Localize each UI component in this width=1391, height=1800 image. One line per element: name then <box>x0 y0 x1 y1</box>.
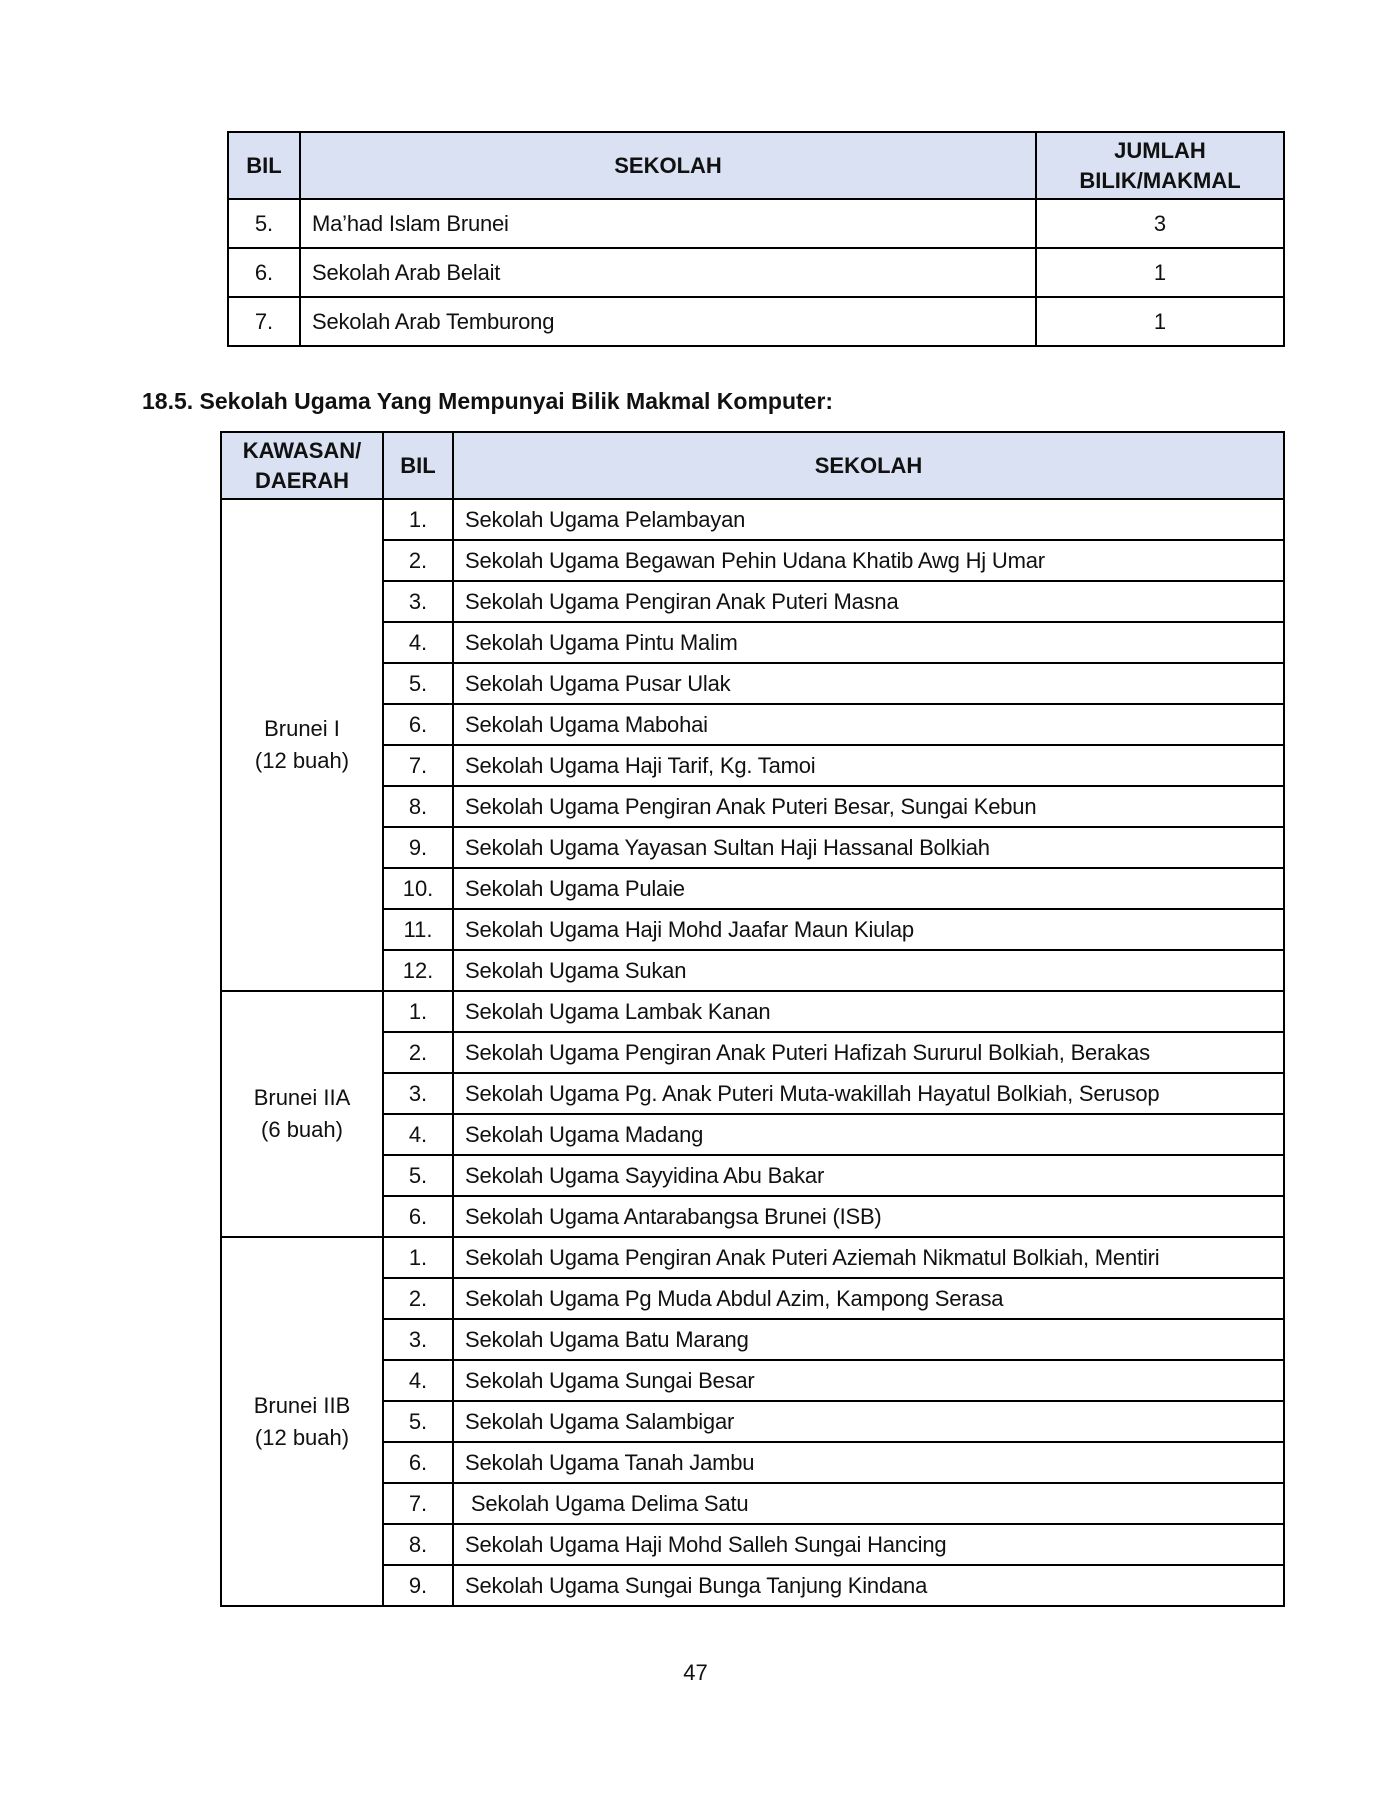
row-bil: 3. <box>383 581 453 622</box>
row-sekolah: Sekolah Ugama Pengiran Anak Puteri Aziemah Nikmatul Bolkiah, Mentiri <box>453 1237 1284 1278</box>
row-sekolah: Sekolah Ugama Mabohai <box>453 704 1284 745</box>
header-kawasan <box>221 432 383 499</box>
region-cell <box>221 1237 383 1606</box>
row-bil: 7. <box>228 297 300 346</box>
row-jumlah: 3 <box>1036 199 1284 248</box>
row-bil: 9. <box>383 1565 453 1606</box>
row-bil: 1. <box>383 499 453 540</box>
table-row <box>221 991 1284 1032</box>
row-sekolah: Sekolah Ugama Delima Satu <box>453 1483 1284 1524</box>
section-heading: 18.5. Sekolah Ugama Yang Mempunyai Bilik Makmal Komputer: <box>142 388 834 414</box>
row-bil: 6. <box>383 704 453 745</box>
row-bil: 3. <box>383 1319 453 1360</box>
row-sekolah: Sekolah Ugama Salambigar <box>453 1401 1284 1442</box>
row-sekolah: Sekolah Ugama Pusar Ulak <box>453 663 1284 704</box>
row-bil: 2. <box>383 1278 453 1319</box>
header-sekolah: SEKOLAH <box>300 132 1036 199</box>
row-bil: 4. <box>383 622 453 663</box>
region-count: (12 buah) <box>254 1424 350 1450</box>
row-sekolah: Sekolah Ugama Pengiran Anak Puteri Masna <box>453 581 1284 622</box>
row-sekolah: Sekolah Ugama Sungai Besar <box>453 1360 1284 1401</box>
row-bil: 11. <box>383 909 453 950</box>
row-bil: 12. <box>383 950 453 991</box>
row-sekolah: Sekolah Ugama Pg. Anak Puteri Muta-wakillah Hayatul Bolkiah, Serusop <box>453 1073 1284 1114</box>
row-sekolah: Sekolah Arab Belait <box>300 248 1036 297</box>
row-bil: 2. <box>383 1032 453 1073</box>
region-count: (6 buah) <box>261 1117 343 1142</box>
table-row <box>228 199 1284 248</box>
row-bil: 4. <box>383 1360 453 1401</box>
table-header-row <box>228 132 1284 199</box>
row-bil: 2. <box>383 540 453 581</box>
row-sekolah: Sekolah Ugama Pintu Malim <box>453 622 1284 663</box>
header-jumlah-line1: JUMLAH <box>1114 137 1206 163</box>
row-sekolah: Sekolah Ugama Batu Marang <box>453 1319 1284 1360</box>
table-header-row <box>221 432 1284 499</box>
row-sekolah: Sekolah Ugama Madang <box>453 1114 1284 1155</box>
row-bil: 6. <box>383 1196 453 1237</box>
table-row <box>221 499 1284 540</box>
row-bil: 7. <box>383 1483 453 1524</box>
row-jumlah: 1 <box>1036 297 1284 346</box>
row-sekolah: Sekolah Ugama Pengiran Anak Puteri Hafizah Sururul Bolkiah, Berakas <box>453 1032 1284 1073</box>
region-name: Brunei IIB <box>253 1392 351 1418</box>
row-bil: 6. <box>383 1442 453 1483</box>
header-kawasan-line2: DAERAH <box>254 467 350 493</box>
region-cell <box>221 499 383 991</box>
row-bil: 5. <box>383 1401 453 1442</box>
row-sekolah: Sekolah Ugama Antarabangsa Brunei (ISB) <box>453 1196 1284 1237</box>
row-bil: 3. <box>383 1073 453 1114</box>
row-bil: 7. <box>383 745 453 786</box>
schools-table-body <box>221 499 1284 1606</box>
row-jumlah: 1 <box>1036 248 1284 297</box>
row-sekolah: Sekolah Ugama Lambak Kanan <box>453 991 1284 1032</box>
row-sekolah: Sekolah Ugama Pg Muda Abdul Azim, Kampong Serasa <box>453 1278 1284 1319</box>
region-name: Brunei IIA <box>253 1085 351 1110</box>
table-row <box>221 1237 1284 1278</box>
row-sekolah: Sekolah Arab Temburong <box>300 297 1036 346</box>
header-bil: BIL <box>228 132 300 199</box>
row-bil: 5. <box>383 1155 453 1196</box>
page-number: 47 <box>683 1660 708 1685</box>
schools-table <box>220 431 1285 1607</box>
row-bil: 10. <box>383 868 453 909</box>
row-sekolah: Sekolah Ugama Yayasan Sultan Haji Hassanal Bolkiah <box>453 827 1284 868</box>
region-name: Brunei I <box>264 716 340 741</box>
row-bil: 5. <box>383 663 453 704</box>
region-cell <box>221 991 383 1237</box>
row-bil: 6. <box>228 248 300 297</box>
row-bil: 1. <box>383 991 453 1032</box>
region-count: (12 buah) <box>254 748 350 773</box>
row-sekolah: Sekolah Ugama Sungai Bunga Tanjung Kindana <box>453 1565 1284 1606</box>
row-sekolah: Sekolah Ugama Pelambayan <box>453 499 1284 540</box>
header-bil: BIL <box>383 432 453 499</box>
header-jumlah <box>1036 132 1284 199</box>
table-row <box>228 248 1284 297</box>
row-sekolah: Sekolah Ugama Pulaie <box>453 868 1284 909</box>
row-bil: 1. <box>383 1237 453 1278</box>
rooms-table <box>227 131 1285 347</box>
row-bil: 8. <box>383 786 453 827</box>
row-sekolah: Sekolah Ugama Begawan Pehin Udana Khatib Awg Hj Umar <box>453 540 1284 581</box>
header-kawasan-line1: KAWASAN/ <box>242 437 362 463</box>
table-row <box>228 297 1284 346</box>
row-bil: 4. <box>383 1114 453 1155</box>
row-sekolah: Sekolah Ugama Pengiran Anak Puteri Besar, Sungai Kebun <box>453 786 1284 827</box>
header-sekolah: SEKOLAH <box>453 432 1284 499</box>
row-sekolah: Ma’had Islam Brunei <box>300 199 1036 248</box>
row-sekolah: Sekolah Ugama Sayyidina Abu Bakar <box>453 1155 1284 1196</box>
row-bil: 9. <box>383 827 453 868</box>
row-sekolah: Sekolah Ugama Haji Mohd Jaafar Maun Kiulap <box>453 909 1284 950</box>
row-sekolah: Sekolah Ugama Haji Mohd Salleh Sungai Hancing <box>453 1524 1284 1565</box>
row-sekolah: Sekolah Ugama Haji Tarif, Kg. Tamoi <box>453 745 1284 786</box>
row-bil: 5. <box>228 199 300 248</box>
row-sekolah: Sekolah Ugama Sukan <box>453 950 1284 991</box>
row-sekolah: Sekolah Ugama Tanah Jambu <box>453 1442 1284 1483</box>
header-jumlah-line2: BILIK/MAKMAL <box>1079 167 1241 193</box>
row-bil: 8. <box>383 1524 453 1565</box>
